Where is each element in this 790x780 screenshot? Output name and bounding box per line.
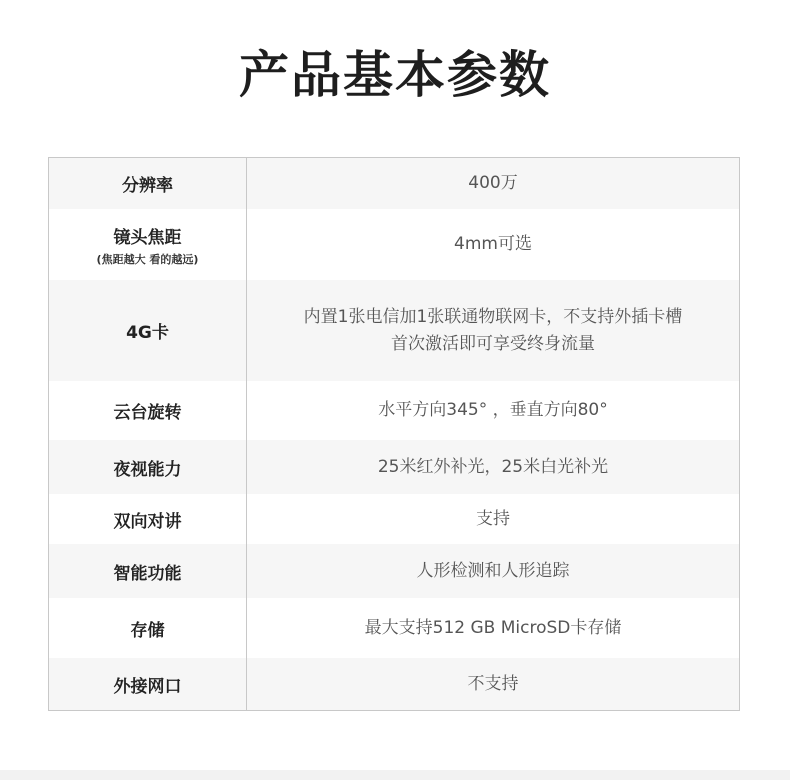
spec-label-storage xyxy=(49,598,247,658)
spec-value-4g-card xyxy=(247,280,739,381)
row-label: 云台旋转 xyxy=(113,403,182,423)
table-row xyxy=(49,598,739,658)
table-row xyxy=(49,209,739,280)
table-row xyxy=(49,381,739,440)
row-label: 镜头焦距 xyxy=(113,227,182,248)
row-value: 人形检测和人形追踪 xyxy=(416,560,570,581)
spec-value-ethernet-port xyxy=(247,658,739,710)
spec-label-night-vision xyxy=(49,440,247,494)
row-label: 4G卡 xyxy=(126,323,169,343)
table-row xyxy=(49,440,739,494)
spec-label-smart-functions xyxy=(49,544,247,598)
spec-value-smart-functions xyxy=(247,544,739,598)
bottom-divider-band xyxy=(0,770,790,780)
spec-table xyxy=(48,157,740,711)
table-row xyxy=(49,158,739,209)
spec-value-focal-length xyxy=(247,209,739,280)
table-row xyxy=(49,494,739,544)
spec-label-pan-tilt xyxy=(49,381,247,440)
spec-label-4g-card xyxy=(49,280,247,381)
table-row xyxy=(49,658,739,710)
spec-value-storage xyxy=(247,598,739,658)
row-label: 存储 xyxy=(130,620,165,641)
row-value: 支持 xyxy=(476,508,510,529)
row-value-line-1: 内置1张电信加1张联通物联网卡，不支持外插卡槽 xyxy=(303,306,683,327)
spec-label-focal-length xyxy=(49,209,247,280)
row-value: 最大支持512 GB MicroSD卡存储 xyxy=(364,617,622,638)
row-value: 400万 xyxy=(468,173,518,193)
row-value: 水平方向345° ，垂直方向80° xyxy=(378,400,608,420)
row-label-note: (焦距越大 看的越远) xyxy=(96,252,199,266)
row-value: 25米红外补光，25米白光补光 xyxy=(377,456,609,477)
row-label: 智能功能 xyxy=(113,563,182,584)
row-label: 外接网口 xyxy=(113,676,182,697)
row-value: 不支持 xyxy=(467,673,519,694)
table-row xyxy=(49,544,739,598)
table-row xyxy=(49,280,739,381)
spec-value-two-way-audio xyxy=(247,494,739,544)
page-title: 产品基本参数 xyxy=(239,46,551,104)
row-label: 夜视能力 xyxy=(113,459,182,480)
row-label: 双向对讲 xyxy=(113,511,182,532)
row-value-line-2: 首次激活即可享受终身流量 xyxy=(391,333,595,354)
row-label: 分辨率 xyxy=(122,176,173,196)
spec-value-resolution xyxy=(247,158,739,209)
spec-label-resolution xyxy=(49,158,247,209)
spec-value-pan-tilt xyxy=(247,381,739,440)
spec-label-ethernet-port xyxy=(49,658,247,710)
spec-label-two-way-audio xyxy=(49,494,247,544)
row-value: 4mm可选 xyxy=(454,234,532,254)
spec-value-night-vision xyxy=(247,440,739,494)
